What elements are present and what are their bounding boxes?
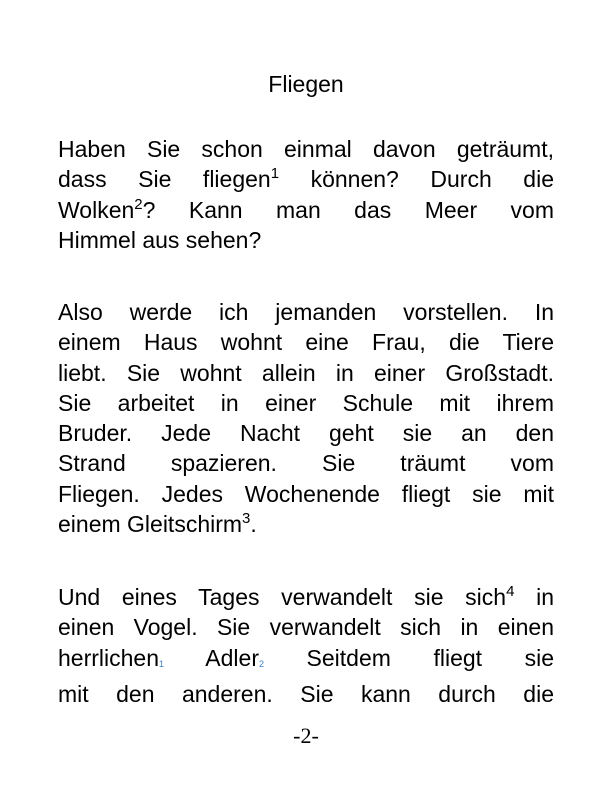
paragraph-line: mit den anderen. Sie kann durch die <box>58 680 554 707</box>
paragraph-line: Himmel aus sehen? <box>58 226 262 253</box>
paragraph-line: Strand spazieren. Sie träumt vom <box>58 450 554 477</box>
text-run: können? Durch die <box>279 166 554 193</box>
paragraph-line: Fliegen. Jedes Wochenende fliegt sie mit <box>58 480 554 507</box>
paragraph-line: einen Vogel. Sie verwandelt sich in einen <box>58 614 554 641</box>
text-run: einem Gleitschirm <box>58 511 243 538</box>
page-title: Fliegen <box>268 71 344 97</box>
text-run: ? Kann man das Meer vom <box>142 196 554 223</box>
footnote-ref: 1 <box>270 165 280 183</box>
paragraph-1 <box>58 134 554 255</box>
paragraph-line: Haben Sie schon einmal davon geträumt, <box>58 136 554 162</box>
annotation-marker[interactable]: 2 <box>258 658 264 669</box>
paragraph-line <box>58 509 554 539</box>
paragraph-line <box>58 164 554 194</box>
paragraph-3 <box>58 582 554 709</box>
paragraph-line: einem Haus wohnt eine Frau, die Tiere <box>58 329 554 356</box>
paragraph-line <box>58 195 554 225</box>
text-run: Seitdem fliegt sie <box>264 644 554 671</box>
text-run: Wolken <box>58 196 135 223</box>
paragraph-line <box>58 582 554 612</box>
text-run: . <box>250 511 257 538</box>
page-number: -2- <box>293 723 319 748</box>
paragraph-line: Sie arbeitet in einer Schule mit ihrem <box>58 389 554 416</box>
footnote-ref: 3 <box>242 510 251 528</box>
paragraph-line: liebt. Sie wohnt allein in einer Großstadt. <box>58 359 554 386</box>
annotation-marker[interactable]: 1 <box>159 658 165 669</box>
text-run: herrlichen <box>58 644 159 671</box>
text-run: in <box>514 584 554 610</box>
paragraph-2 <box>58 297 554 539</box>
text-run: Adler <box>164 644 259 671</box>
text-run: Und eines Tages verwandelt sie sich <box>58 584 507 610</box>
paragraph-line: Also werde ich jemanden vorstellen. In <box>58 299 554 325</box>
paragraph-line: Bruder. Jede Nacht geht sie an den <box>58 420 554 447</box>
text-run: dass Sie fliegen <box>58 166 271 193</box>
footnote-ref: 2 <box>134 195 143 213</box>
paragraph-line <box>58 643 554 679</box>
footnote-ref: 4 <box>506 583 515 600</box>
